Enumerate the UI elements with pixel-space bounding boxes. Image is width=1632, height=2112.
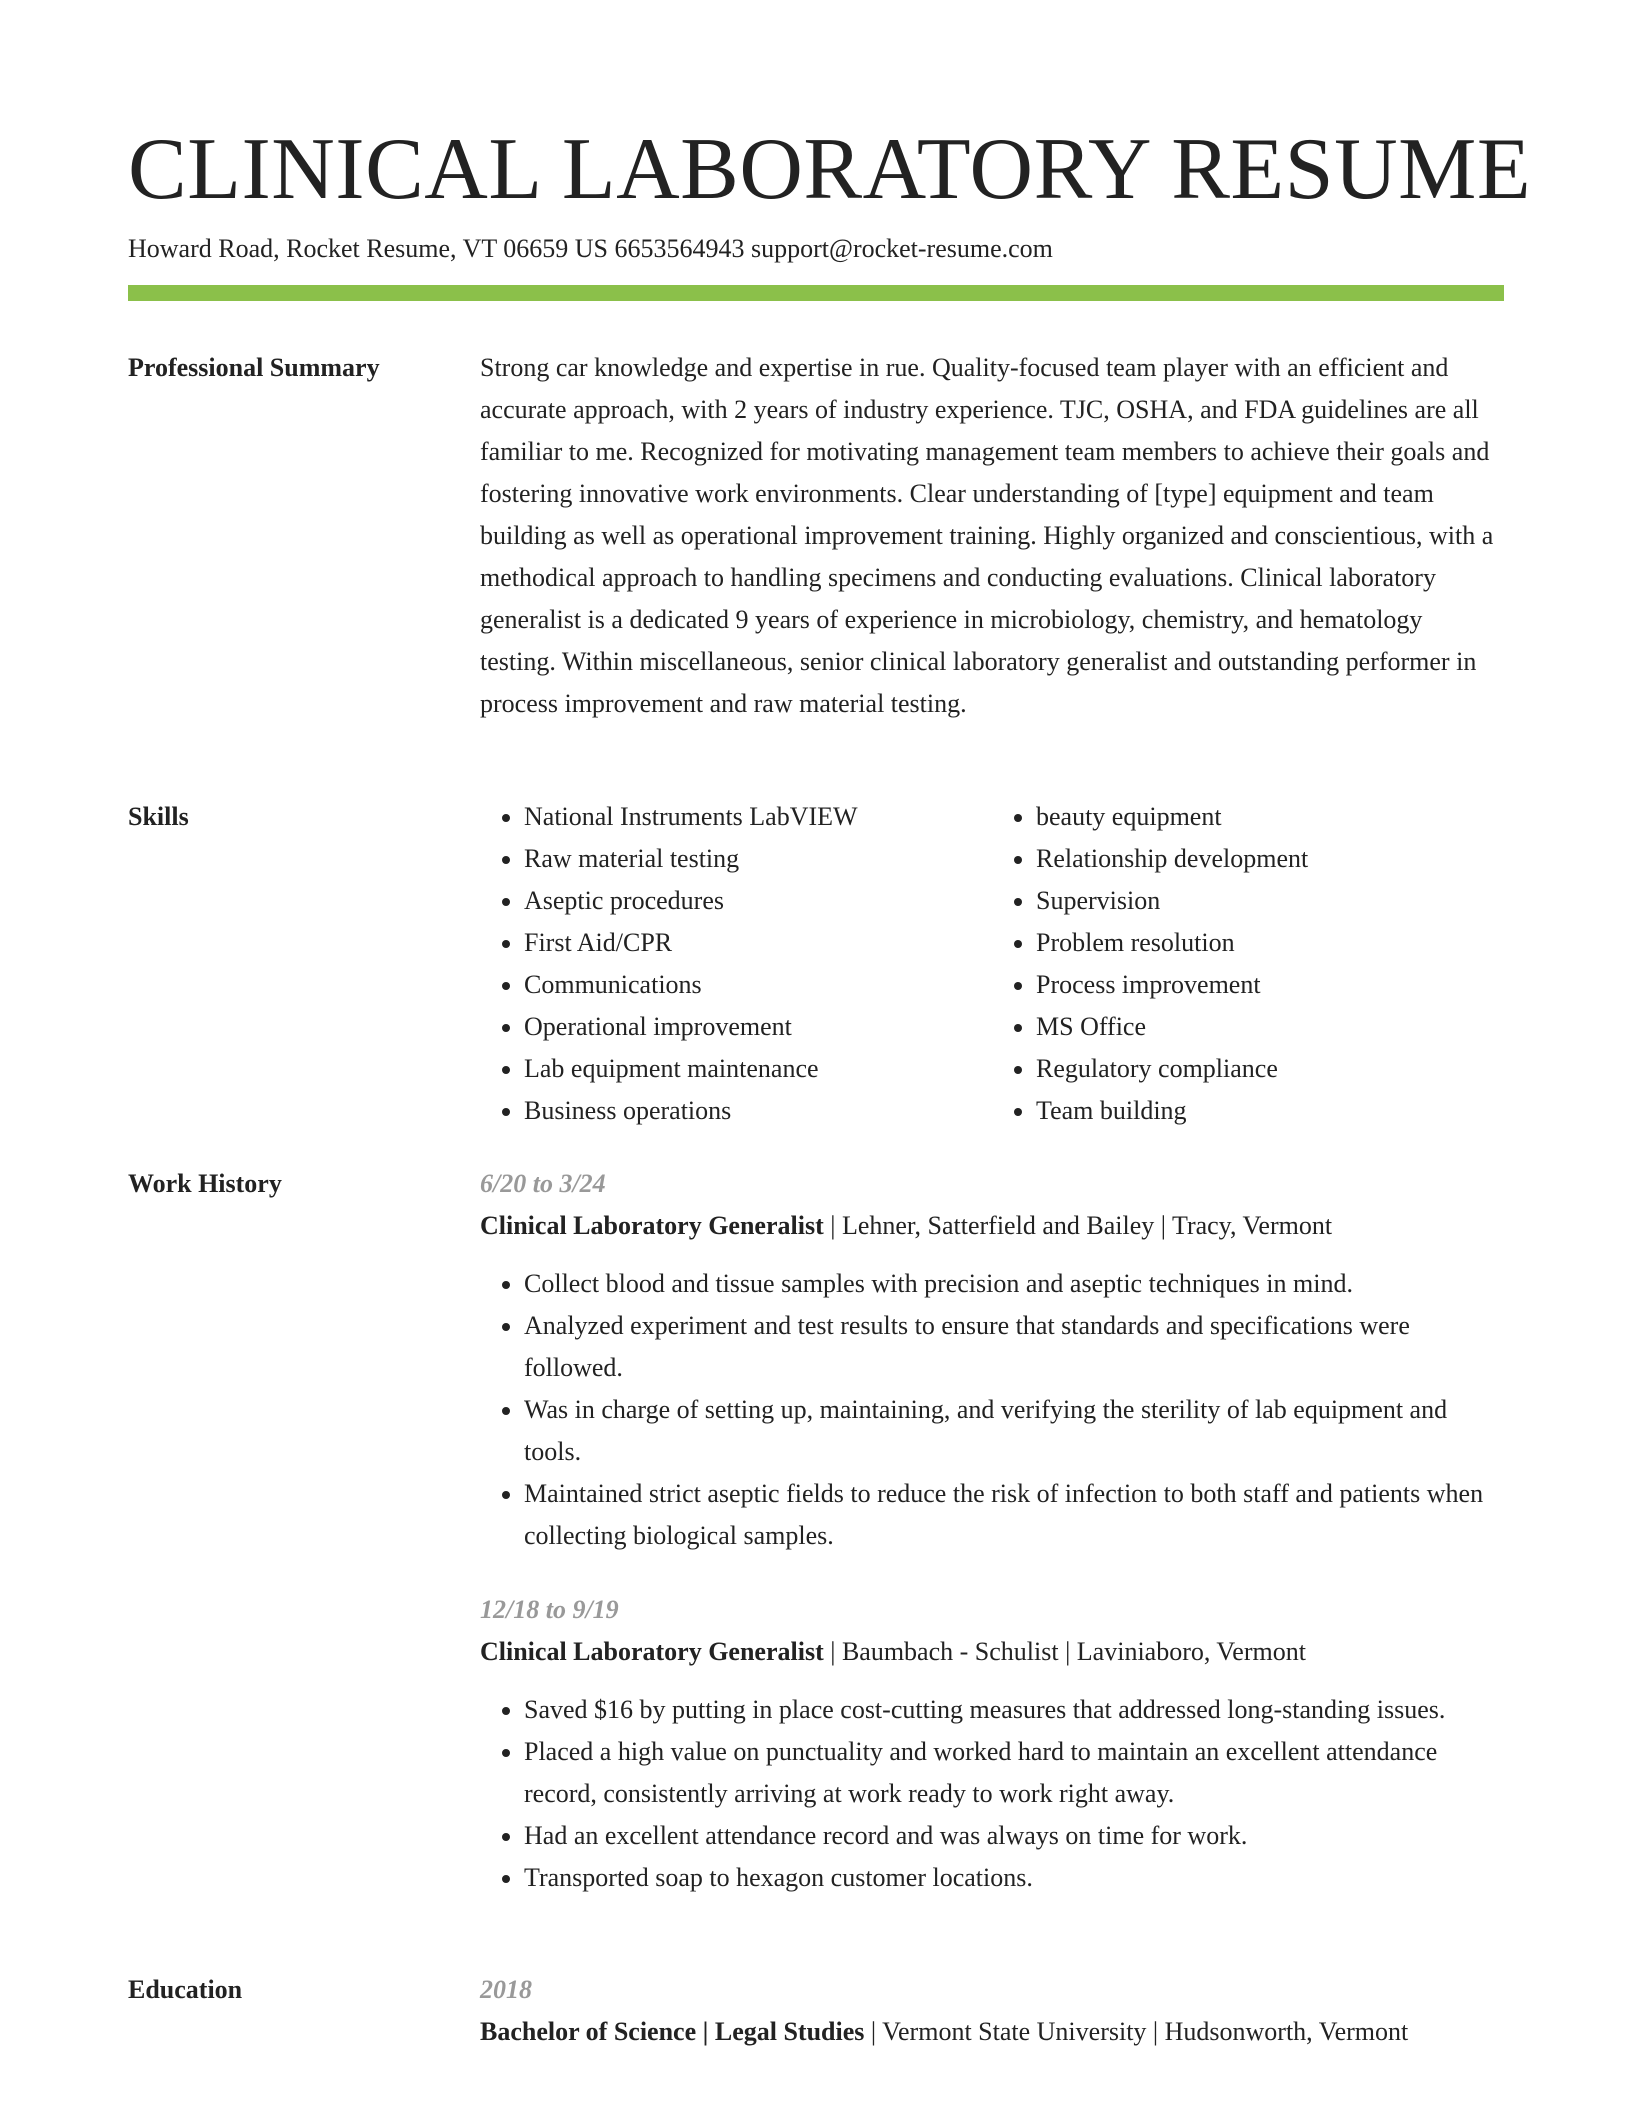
job-dates: 12/18 to 9/19 bbox=[480, 1595, 619, 1624]
skill-item: • Operational improvement bbox=[524, 1006, 992, 1048]
summary-body bbox=[480, 347, 1504, 725]
job-details: | Lehner, Satterfield and Bailey | Tracy, Vermont bbox=[823, 1211, 1333, 1240]
job-bullet: • Maintained strict aseptic fields to reduce the risk of infection to both staff and patients when collecting biological samples. bbox=[524, 1473, 1504, 1557]
education-details: | Vermont State University | Hudsonworth, Vermont bbox=[864, 2017, 1409, 2046]
education-degree: Bachelor of Science | Legal Studies bbox=[480, 2017, 865, 2046]
skill-item: • Relationship development bbox=[1036, 838, 1504, 880]
work-history-label: Work History bbox=[128, 1169, 282, 1198]
skills-label: Skills bbox=[128, 802, 189, 831]
education-label: Education bbox=[128, 1975, 243, 2004]
job-bullet: • Transported soap to hexagon customer locations. bbox=[524, 1857, 1504, 1899]
job-bullet: • Had an excellent attendance record and was always on time for work. bbox=[524, 1815, 1504, 1857]
skill-item: • Raw material testing bbox=[524, 838, 992, 880]
skill-item: • First Aid/CPR bbox=[524, 922, 992, 964]
summary-label: Professional Summary bbox=[128, 353, 380, 382]
skills-column-left bbox=[480, 796, 992, 1132]
skill-item: • Communications bbox=[524, 964, 992, 1006]
summary-text: Strong car knowledge and expertise in rue. Quality-focused team player with an efficient and accurate approach, with 2 years of industry experience. TJC, OSHA, and FDA guidelines are all familiar to me. Recognized for motivating management team members to achieve their goals and fostering innovative work environments. Clear understanding of [type] equipment and team building as well as operational improvement training. Highly organized and conscientious, with a methodical approach to handling specimens and conducting evaluations. Clinical laboratory generalist is a dedicated 9 years of experience in microbiology, chemistry, and hematology testing. Within miscellaneous, senior clinical laboratory generalist and outstanding performer in process improvement and raw material testing. bbox=[480, 353, 1494, 718]
skill-item: • National Instruments LabVIEW bbox=[524, 796, 992, 838]
job-title: Clinical Laboratory Generalist bbox=[480, 1637, 824, 1666]
job-entry bbox=[480, 1163, 1504, 1557]
skill-item: • MS Office bbox=[1036, 1006, 1504, 1048]
skill-item: • Supervision bbox=[1036, 880, 1504, 922]
skill-item: • Regulatory compliance bbox=[1036, 1048, 1504, 1090]
job-title: Clinical Laboratory Generalist bbox=[480, 1211, 824, 1240]
job-bullet: • Was in charge of setting up, maintaining, and verifying the sterility of lab equipment and tools. bbox=[524, 1389, 1504, 1473]
job-bullet: • Analyzed experiment and test results to ensure that standards and specifications were followed. bbox=[524, 1305, 1504, 1389]
job-dates: 6/20 to 3/24 bbox=[480, 1169, 606, 1198]
job-details: | Baumbach - Schulist | Laviniaboro, Vermont bbox=[823, 1637, 1306, 1666]
contact-line: Howard Road, Rocket Resume, VT 06659 US 6653564943 support@rocket-resume.com bbox=[128, 234, 1053, 263]
job-heading bbox=[480, 1631, 1504, 1673]
education-year: 2018 bbox=[480, 1975, 532, 2004]
skills-body bbox=[480, 796, 1504, 1132]
skills-column-right bbox=[992, 796, 1504, 1132]
job-bullets bbox=[480, 1689, 1504, 1899]
job-bullet: • Saved $16 by putting in place cost-cutting measures that addressed long-standing issues. bbox=[524, 1689, 1504, 1731]
education-heading bbox=[480, 2011, 1504, 2053]
resume-title: CLINICAL LABORATORY RESUME bbox=[128, 121, 1532, 218]
skill-item: • beauty equipment bbox=[1036, 796, 1504, 838]
job-bullet: • Collect blood and tissue samples with precision and aseptic techniques in mind. bbox=[524, 1263, 1504, 1305]
job-heading bbox=[480, 1205, 1504, 1247]
skill-item: • Aseptic procedures bbox=[524, 880, 992, 922]
work-history-body bbox=[480, 1163, 1504, 1899]
skill-item: • Business operations bbox=[524, 1090, 992, 1132]
skill-item: • Problem resolution bbox=[1036, 922, 1504, 964]
skill-item: • Process improvement bbox=[1036, 964, 1504, 1006]
job-bullets bbox=[480, 1263, 1504, 1557]
skill-item: • Team building bbox=[1036, 1090, 1504, 1132]
education-body bbox=[480, 1969, 1504, 2053]
skill-item: • Lab equipment maintenance bbox=[524, 1048, 992, 1090]
job-bullet: • Placed a high value on punctuality and worked hard to maintain an excellent attendance record, consistently arriving at work ready to work right away. bbox=[524, 1731, 1504, 1815]
header-accent-rule bbox=[128, 285, 1504, 301]
job-entry bbox=[480, 1589, 1504, 1899]
